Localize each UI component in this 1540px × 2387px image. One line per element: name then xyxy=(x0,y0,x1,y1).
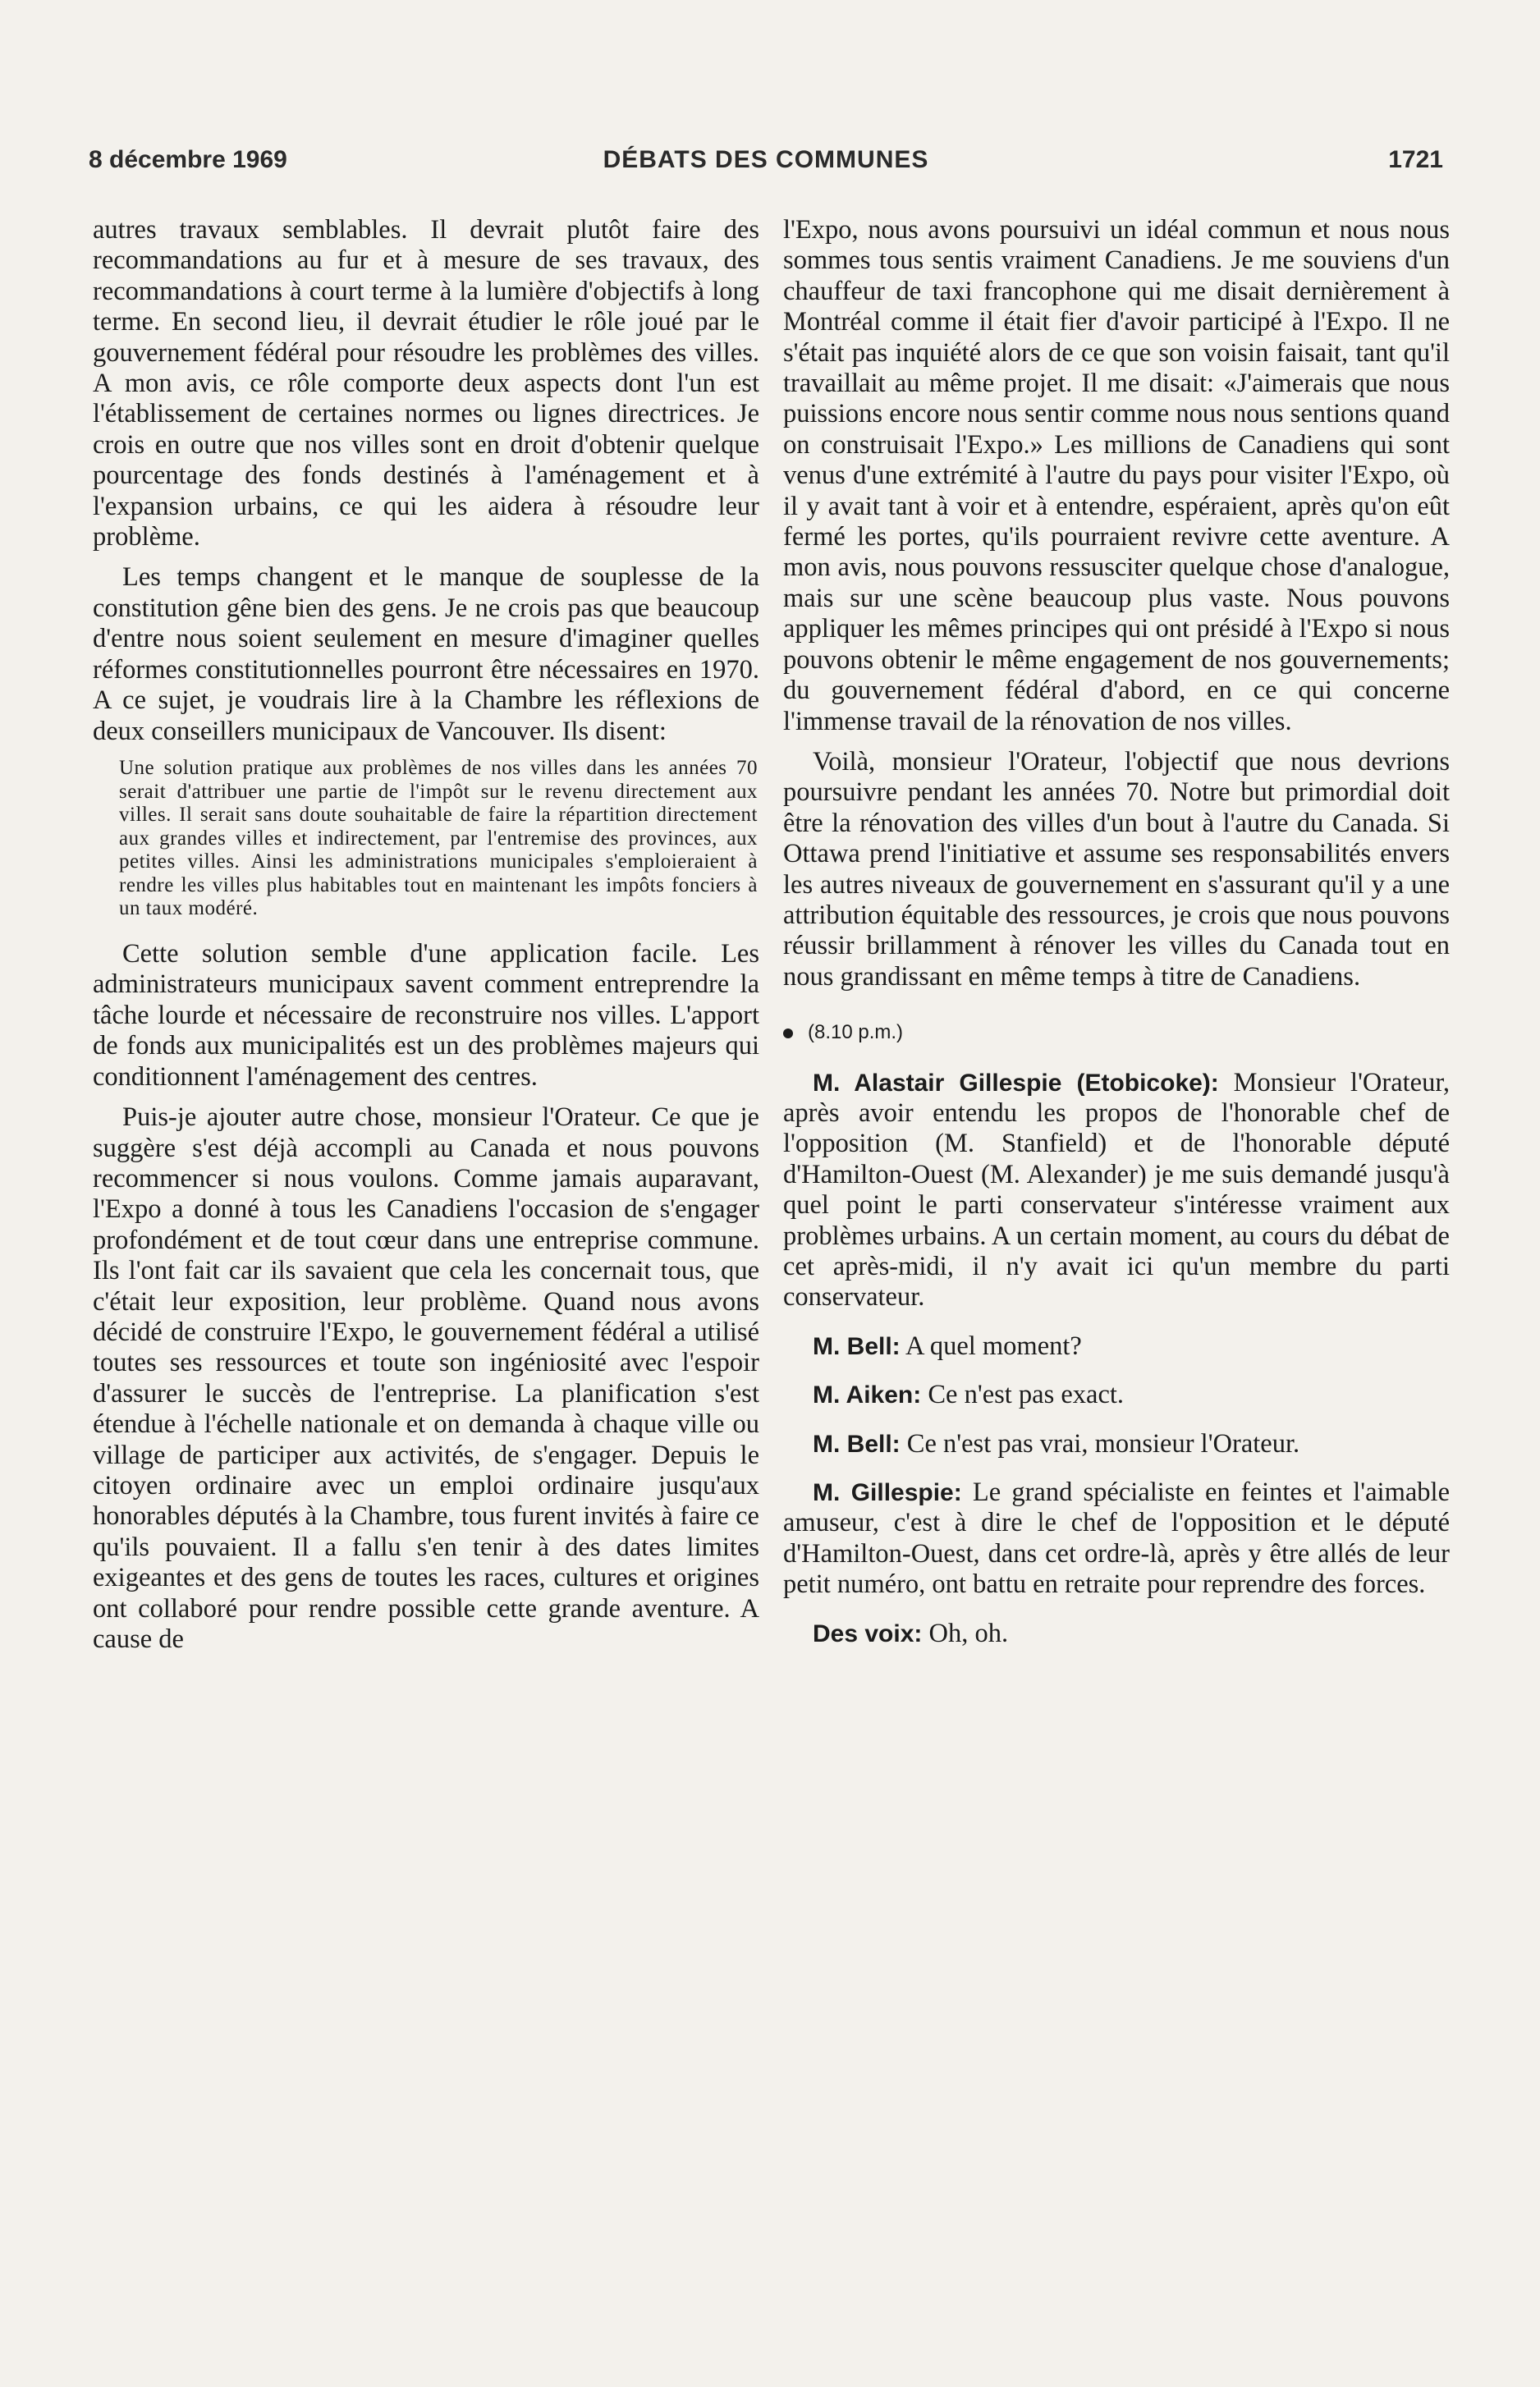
paragraph: l'Expo, nous avons poursuivi un idéal commun et nous nous sommes tous sentis vraiment Canadiens. Je me souviens d'un chauffeur de taxi francophone qui me disait dernièrement à Montréal comme il était fier d'avoir participé à l'Expo. Il ne s'était pas inquiété alors de ce que son voisin faisait, tant qu'il travaillait au même projet. Il me disait: «J'aimerais que nous puissions encore nous sentir comme nous nous sentions quand on construisait l'Expo.» Les millions de Canadiens qui sont venus d'une extrémité à l'autre du pays pour visiter l'Expo, où il y avait tant à voir et à entendre, espéraient, après qu'on eût fermé les portes, qu'ils pourraient revivre cette aventure. A mon avis, nous pouvons ressusciter quelque chose d'analogue, mais sur une scène beaucoup plus vaste. Nous pouvons appliquer les mêmes principes qui ont présidé à l'Expo si nous pouvons obtenir le même engagement de nos gouvernements; du gouvernement fédéral d'abord, en ce qui concerne l'immense travail de la rénovation de nos villes. xyxy=(783,215,1450,736)
time-marker xyxy=(783,1017,1450,1047)
paragraph: autres travaux semblables. Il devrait plutôt faire des recommandations au fur et à mesure de ses travaux, des recommandations à court terme à la lumière d'objectifs à long terme. En second lieu, il devrait étudier le rôle joué par le gouvernement fédéral pour résoudre les problèmes des villes. A mon avis, ce rôle comporte deux aspects dont l'un est l'établissement de certaines normes ou lignes directrices. Je crois en outre que nos villes sont en droit d'obtenir quelque pourcentage des fonds destinés à l'aménagement et à l'expansion urbains, ce qui les aidera à résoudre leur problème. xyxy=(93,215,759,552)
left-column xyxy=(93,215,759,1665)
bullet-icon xyxy=(783,1029,793,1038)
page-header xyxy=(89,146,1443,187)
speech-text: Ce n'est pas vrai, monsieur l'Orateur. xyxy=(906,1428,1300,1459)
speech xyxy=(783,1068,1450,1313)
speaker-name: Des voix: xyxy=(813,1620,923,1647)
paragraph: Les temps changent et le manque de souplesse de la constitution gêne bien des gens. Je ne crois pas que beaucoup d'entre nous soient seulement en mesure d'imaginer quelles réformes constitutionnelles pourront être nécessaires en 1970. A ce sujet, je voudrais lire à la Chambre les réflexions de deux conseillers municipaux de Vancouver. Ils disent: xyxy=(93,562,759,746)
speech xyxy=(783,1478,1450,1601)
speaker-name: M. Bell: xyxy=(813,1430,901,1458)
paragraph: Voilà, monsieur l'Orateur, l'objectif que nous devrions poursuivre pendant les années 70. Notre but primordial doit être la rénovation des villes d'un bout à l'autre du Canada. Si Ottawa prend l'initiative et assume ses responsabilités envers les autres niveaux de gouvernement en s'assurant qu'il y a une attribution équitable des ressources, je crois que nous pouvons réussir brillamment à rénover les villes du Canada tout en nous grandissant en même temps à titre de Canadiens. xyxy=(783,746,1450,992)
speaker-name: M. Alastair Gillespie (Etobicoke): xyxy=(813,1069,1219,1097)
speaker-name: M. Bell: xyxy=(813,1332,901,1360)
speech-text: Le grand spécialiste en feintes et l'aimable amuseur, c'est à dire le chef de l'opposition et le député d'Hamilton-Ouest, dans cet ordre-là, après y être allés de leur petit numéro, ont battu en retraite pour reprendre des forces. xyxy=(783,1478,1450,1600)
speech xyxy=(783,1619,1450,1649)
speaker-name: M. Gillespie: xyxy=(813,1479,962,1507)
paragraph: Cette solution semble d'une application facile. Les administrateurs municipaux savent comment entreprendre la tâche lourde et nécessaire de reconstruire nos villes. L'apport de fonds aux municipalités est un des problèmes majeurs qui conditionnent l'aménagement des centres. xyxy=(93,939,759,1092)
speech-text: Ce n'est pas exact. xyxy=(928,1380,1125,1410)
header-title: DÉBATS DES COMMUNES xyxy=(603,146,929,173)
speech xyxy=(783,1331,1450,1362)
speech-text: Monsieur l'Orateur, après avoir entendu les propos de l'honorable chef de l'opposition (M. Stanfield) et de l'honorable député d'Hamilton-Ouest (M. Alexander) je me suis demandé jusqu'à quel point le parti conservateur s'intéresse vraiment aux problèmes urbains. A un certain moment, au cours du débat de cet après-midi, il n'y avait ici qu'un membre du parti conservateur. xyxy=(783,1067,1451,1313)
page-number: 1721 xyxy=(1388,146,1443,173)
time-text: (8.10 p.m.) xyxy=(808,1021,904,1044)
block-quote: Une solution pratique aux problèmes de nos villes dans les années 70 serait d'attribuer une partie de l'impôt sur le revenu directement aux villes. Il serait sans doute souhaitable de faire la répartition directement aux grandes villes et indirectement, par l'entremise des provinces, aux petites villes. Ainsi les administrations municipales s'emploieraient à rendre les villes plus habitables tout en maintenant les impôts fonciers à un taux modéré. xyxy=(119,756,758,920)
right-column xyxy=(783,215,1450,1667)
speaker-name: M. Aiken: xyxy=(813,1381,922,1409)
speech xyxy=(783,1429,1450,1459)
speech-text: Oh, oh. xyxy=(928,1618,1009,1648)
header-date: 8 décembre 1969 xyxy=(89,146,287,173)
speech xyxy=(783,1380,1450,1410)
speech-text: A quel moment? xyxy=(905,1331,1082,1361)
paragraph: Puis-je ajouter autre chose, monsieur l'Orateur. Ce que je suggère s'est déjà accompli au Canada et nous pouvons recommencer si nous voulons. Comme jamais auparavant, l'Expo a donné à tous les Canadiens l'occasion de s'engager profondément et de tout cœur dans une entreprise commune. Ils l'ont fait car ils savaient que cela les concernait tous, que c'était leur exposition, leur problème. Quand nous avons décidé de construire l'Expo, le gouvernement fédéral a utilisé toutes ses ressources et toute son ingéniosité avec l'espoir d'assurer le succès de l'entreprise. La planification s'est étendue à l'échelle nationale et on demanda à chaque ville ou village de participer aux activités, de s'engager. Depuis le citoyen ordinaire avec un emploi ordinaire jusqu'aux honorables députés à la Chambre, tous furent invités à faire ce qu'ils pouvaient. Il a fallu s'en tenir à des dates limites exigeantes et des gens de toutes les races, cultures et origines ont collaboré pour rendre possible cette grande aventure. A cause de xyxy=(93,1102,759,1654)
